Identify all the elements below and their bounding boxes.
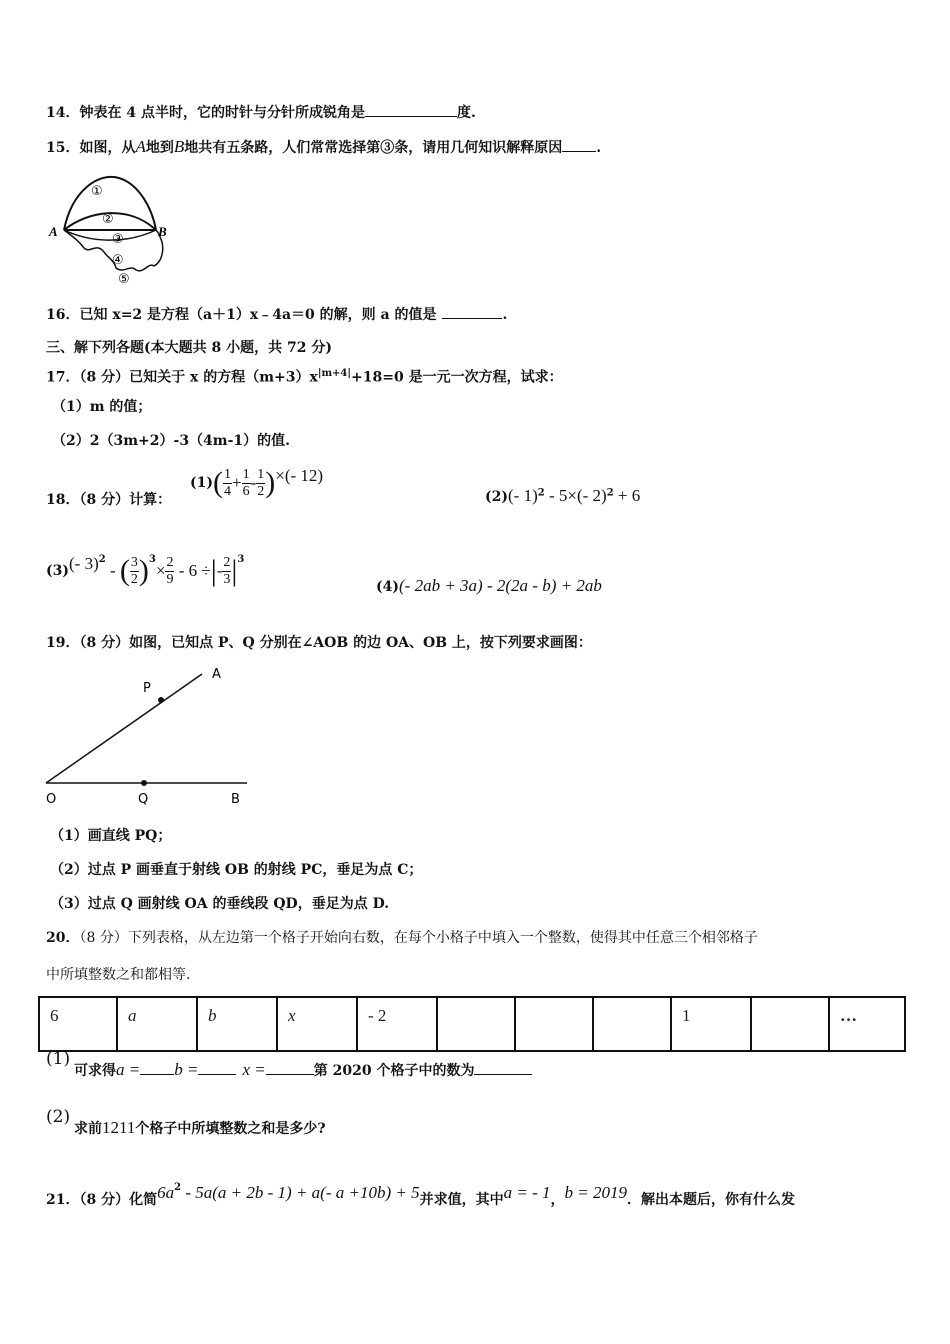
- fraction: $\frac{1}{4}$: [224, 466, 231, 499]
- q18-part2: (2)(- 1)$^2$ - 5×(- 2)$^2$ + 6: [485, 486, 641, 505]
- point-a-label: A: [49, 224, 58, 239]
- grid-cell[interactable]: [515, 997, 593, 1051]
- grid-cell[interactable]: - 2: [357, 997, 437, 1051]
- q17-line: 17．（8 分）已知关于 x 的方程$(m+3)x^{|m+4|}+18=0$ 是一元一次方程，试求：: [46, 368, 563, 386]
- label-o: O: [46, 792, 57, 807]
- x-answer-blank[interactable]: [266, 1060, 314, 1075]
- road-label-4: ④: [112, 253, 124, 268]
- q19-line: 19．（8 分）如图，已知点 P、Q 分别在∠AOB 的边 OA、OB 上，按下列要求画图：: [46, 635, 592, 651]
- q20-line: 20．（8 分）下列表格，从左边第一个格子开始向右数，在每个小格子中填入一个整数，使得其中任意三个相邻格子: [46, 930, 758, 946]
- grid-cell[interactable]: [751, 997, 829, 1051]
- road-label-3: ③: [112, 232, 124, 247]
- q18-part1: (1)( $\frac{1}{4}$ + $\frac{1}{6}$ - $\frac{1}{2}$ )×(- 12): [190, 466, 324, 499]
- angle-aob-figure: [40, 664, 260, 810]
- q20-line2: 中所填整数之和都相等.: [46, 967, 191, 983]
- b-answer-blank[interactable]: [198, 1060, 236, 1075]
- grid-cell[interactable]: x: [277, 997, 357, 1051]
- q20-sub2-label: (2): [46, 1107, 71, 1127]
- q21-line: 21．（8 分）化简$6a^2 - 5a(a + 2b - 1) + a(-$ a +10b) + 5并求值，其中a = - 1，b = 2019．解出本题后，你有什么发: [46, 1182, 795, 1208]
- q17-sub1: （1）m 的值；: [52, 399, 152, 415]
- q18-line: 18．（8 分）计算：: [46, 492, 172, 508]
- road-4: [64, 230, 156, 240]
- q19-sub2: （2）过点 P 画垂直于射线 OB 的射线 PC，垂足为点 C；: [50, 862, 423, 878]
- fraction: $\frac{1}{2}$: [257, 466, 265, 499]
- q18-part4: (4)(- 2ab + 3a) - 2(2a - b) + 2ab: [376, 576, 602, 595]
- grid-cell[interactable]: a: [117, 997, 197, 1051]
- q15-line: 15．如图，从A地到B地共有五条路，人们常常选择第③条，请用几何知识解释原因 .: [46, 137, 602, 156]
- q20-sub1-label: (1): [46, 1049, 71, 1069]
- grid-cell[interactable]: 6: [39, 997, 117, 1051]
- road-label-2: ②: [102, 212, 114, 227]
- fraction: $\frac{1}{6}$: [242, 466, 250, 499]
- label-b: B: [231, 792, 240, 807]
- point-q: [141, 780, 147, 786]
- q14-blank[interactable]: [365, 102, 457, 117]
- q14-line: 14．钟表在 4 点半时，它的时针与分针所成锐角是 度.: [46, 102, 476, 123]
- q17-sub2: （2）2（3m+2）-3（4m-1）的值.: [52, 433, 291, 449]
- q14-text: 钟表在 4 点半时，它的时针与分针所成锐角是: [79, 105, 365, 121]
- road-label-5: ⑤: [118, 272, 130, 287]
- number-grid: [38, 996, 906, 1052]
- fraction: $\frac{2}{3}$: [223, 554, 231, 587]
- a-answer-blank[interactable]: [140, 1060, 174, 1075]
- q16-blank[interactable]: [442, 304, 502, 319]
- ray-oa: [46, 674, 202, 783]
- grid-cell[interactable]: 1: [671, 997, 751, 1051]
- label-p: P: [143, 681, 151, 696]
- point-p: [158, 697, 164, 703]
- section-3-title: 三、解下列各题(本大题共 8 小题，共 72 分): [46, 340, 332, 356]
- grid-cell[interactable]: b: [197, 997, 277, 1051]
- q19-sub3: （3）过点 Q 画射线 OA 的垂线段 QD，垂足为点 D.: [50, 896, 390, 912]
- grid-cell[interactable]: …: [829, 997, 905, 1051]
- cell-2020-blank[interactable]: [474, 1060, 532, 1075]
- q18-part3: (3)(- 3)$^2$ - ( $\frac{3}{2}$ )$^3$× $\frac{2}{9}$ - 6 ÷|- $\frac{2}{3}$ $|^3$: [46, 554, 245, 587]
- q20-sub1: 可求得a = b = x = 第 2020 个格子中的数为: [74, 1060, 532, 1081]
- grid-cell[interactable]: [593, 997, 671, 1051]
- q19-sub1: （1）画直线 PQ；: [50, 828, 172, 844]
- q15-blank[interactable]: [562, 137, 596, 152]
- q16-line: 16．已知 x=2 是方程（a＋1）x﹣4a＝0 的解，则 a 的值是 .: [46, 304, 507, 325]
- road-label-1: ①: [91, 184, 103, 199]
- label-a: A: [212, 667, 221, 682]
- fraction: $\frac{2}{9}$: [166, 554, 174, 587]
- fraction: $\frac{3}{2}$: [130, 554, 138, 587]
- grid-cell[interactable]: [437, 997, 515, 1051]
- label-q: Q: [138, 792, 149, 807]
- q20-sub2: 求前1211个格子中所填整数之和是多少?: [74, 1118, 326, 1137]
- point-b-label: B: [158, 224, 167, 239]
- five-roads-figure: [44, 170, 184, 290]
